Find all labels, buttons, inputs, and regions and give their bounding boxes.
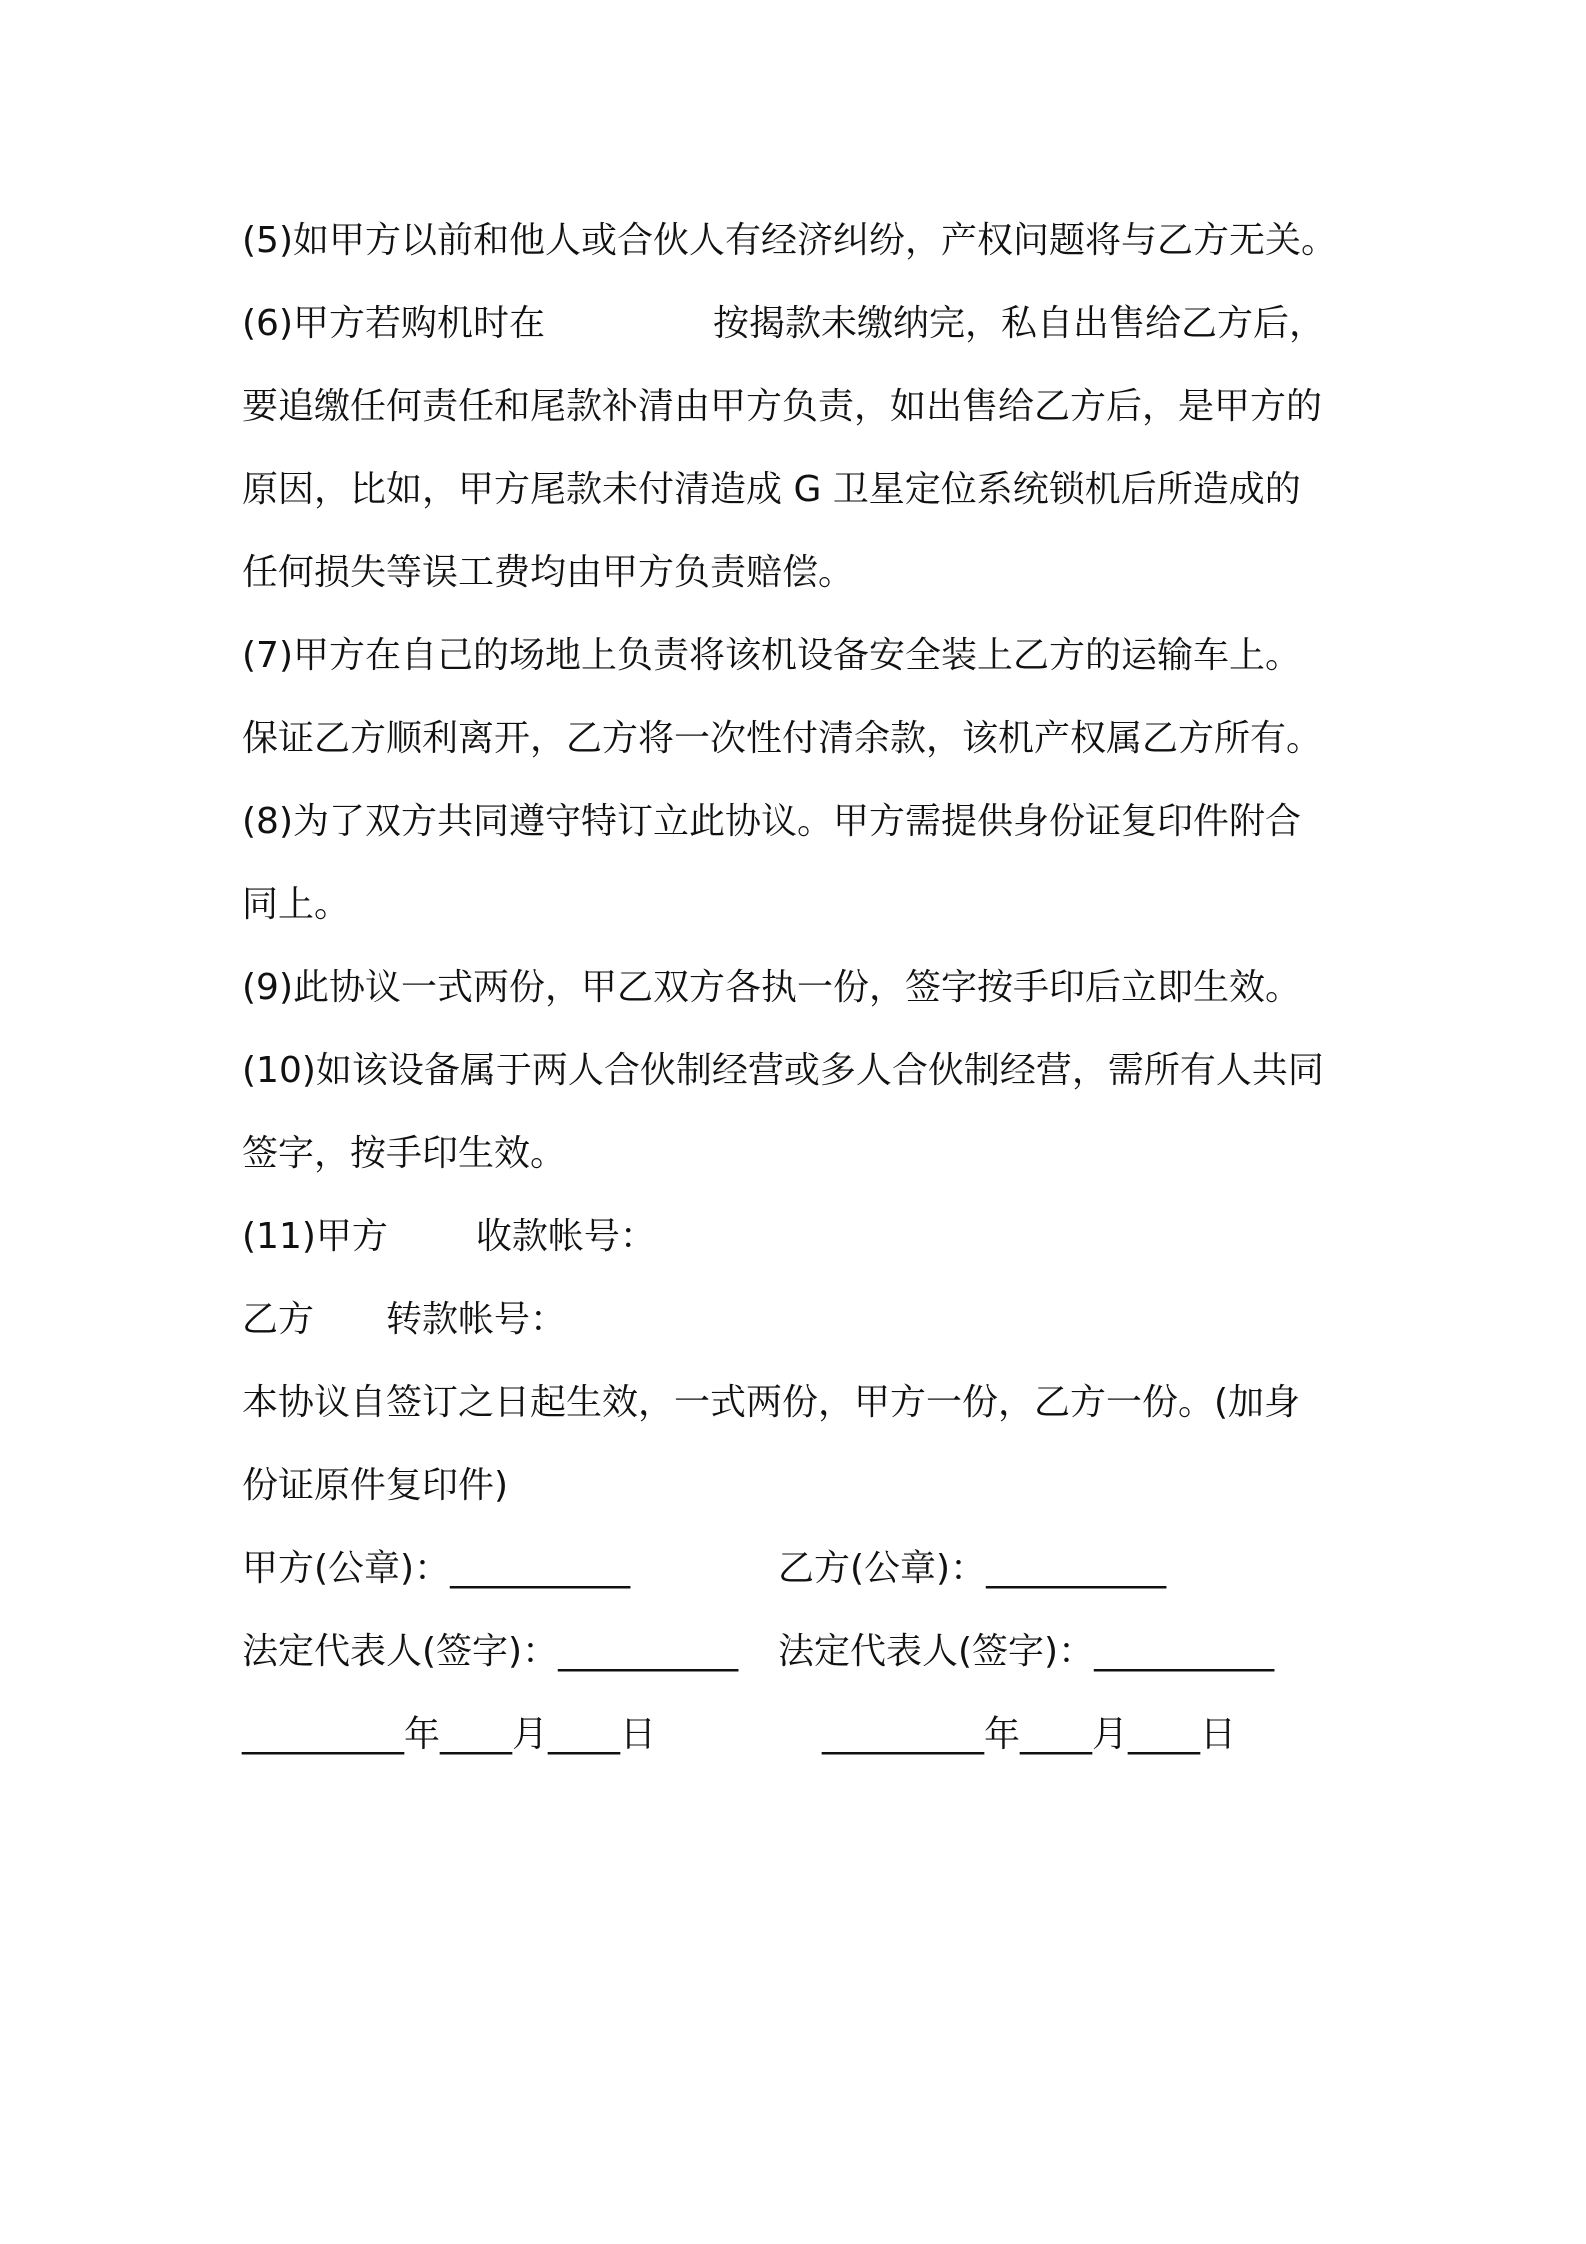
- clause-10-line-1: [242, 1029, 1362, 1112]
- clause-6-line-4: [242, 531, 1362, 614]
- clause-11-party-a: [242, 1195, 1362, 1278]
- clause-5-text: (5)如甲方以前和他人或合伙人有经济纠纷，产权问题将与乙方无关。: [242, 220, 1337, 261]
- signature-seal-row: [242, 1527, 1362, 1610]
- clause-6-text-l2: 要追缴任何责任和尾款补清由甲方负责，如出售给乙方后，是甲方的: [242, 386, 1323, 427]
- clause-6-text-l4: 任何损失等误工费均由甲方负责赔偿。: [242, 552, 855, 593]
- clause-9: [242, 946, 1362, 1029]
- clause-7-line-2: [242, 697, 1362, 780]
- party-a-seal: 甲方(公章)：__________: [242, 1548, 631, 1589]
- clause-6-line-2: [242, 365, 1362, 448]
- party-b-date: _________年____月____日: [822, 1714, 1236, 1755]
- clause-10-text-l2: 签字，按手印生效。: [242, 1133, 567, 1174]
- clause-11-party-a-label: (11)甲方: [242, 1216, 388, 1257]
- party-a-representative: 法定代表人(签字)：__________: [242, 1631, 739, 1672]
- closing-text-l1: 本协议自签订之日起生效，一式两份，甲方一份，乙方一份。(加身: [242, 1382, 1301, 1423]
- clause-6-text-l3: 原因，比如，甲方尾款未付清造成 G 卫星定位系统锁机后所造成的: [242, 469, 1301, 510]
- party-a-date: _________年____月____日: [242, 1714, 656, 1755]
- party-b-representative: 法定代表人(签字)：__________: [778, 1631, 1275, 1672]
- clause-7-text-l1: (7)甲方在自己的场地上负责将该机设备安全装上乙方的运输车上。: [242, 635, 1301, 676]
- clause-5: [242, 199, 1362, 282]
- signature-rep-row: [242, 1610, 1362, 1693]
- party-b-account-label: 转款帐号：: [386, 1299, 567, 1340]
- party-b-seal: 乙方(公章)：__________: [778, 1548, 1167, 1589]
- signature-date-row: [242, 1693, 1362, 1776]
- closing-line-1: [242, 1361, 1362, 1444]
- clause-6-line-3: [242, 448, 1362, 531]
- clause-10-line-2: [242, 1112, 1362, 1195]
- clause-9-text: (9)此协议一式两份，甲乙双方各执一份，签字按手印后立即生效。: [242, 967, 1301, 1008]
- clause-10-text-l1: (10)如该设备属于两人合伙制经营或多人合伙制经营，需所有人共同: [242, 1050, 1324, 1091]
- party-a-account-label: 收款帐号：: [475, 1216, 656, 1257]
- clause-11-party-b-label: 乙方: [242, 1299, 315, 1340]
- clause-6-line-1: [242, 282, 1362, 365]
- clause-11-party-b: [242, 1278, 1362, 1361]
- clause-7-line-1: [242, 614, 1362, 697]
- closing-text-l2: 份证原件复印件): [242, 1465, 509, 1506]
- clause-6-text-b: 按揭款未缴纳完，私自出售给乙方后，: [713, 303, 1326, 344]
- document-body: [242, 199, 1362, 1776]
- clause-8-line-2: [242, 863, 1362, 946]
- closing-line-2: [242, 1444, 1362, 1527]
- clause-8-line-1: [242, 780, 1362, 863]
- clause-8-text-l2: 同上。: [242, 884, 351, 925]
- clause-6-text-a: (6)甲方若购机时在: [242, 303, 545, 344]
- clause-7-text-l2: 保证乙方顺利离开，乙方将一次性付清余款，该机产权属乙方所有。: [242, 718, 1323, 759]
- clause-8-text-l1: (8)为了双方共同遵守特订立此协议。甲方需提供身份证复印件附合: [242, 801, 1301, 842]
